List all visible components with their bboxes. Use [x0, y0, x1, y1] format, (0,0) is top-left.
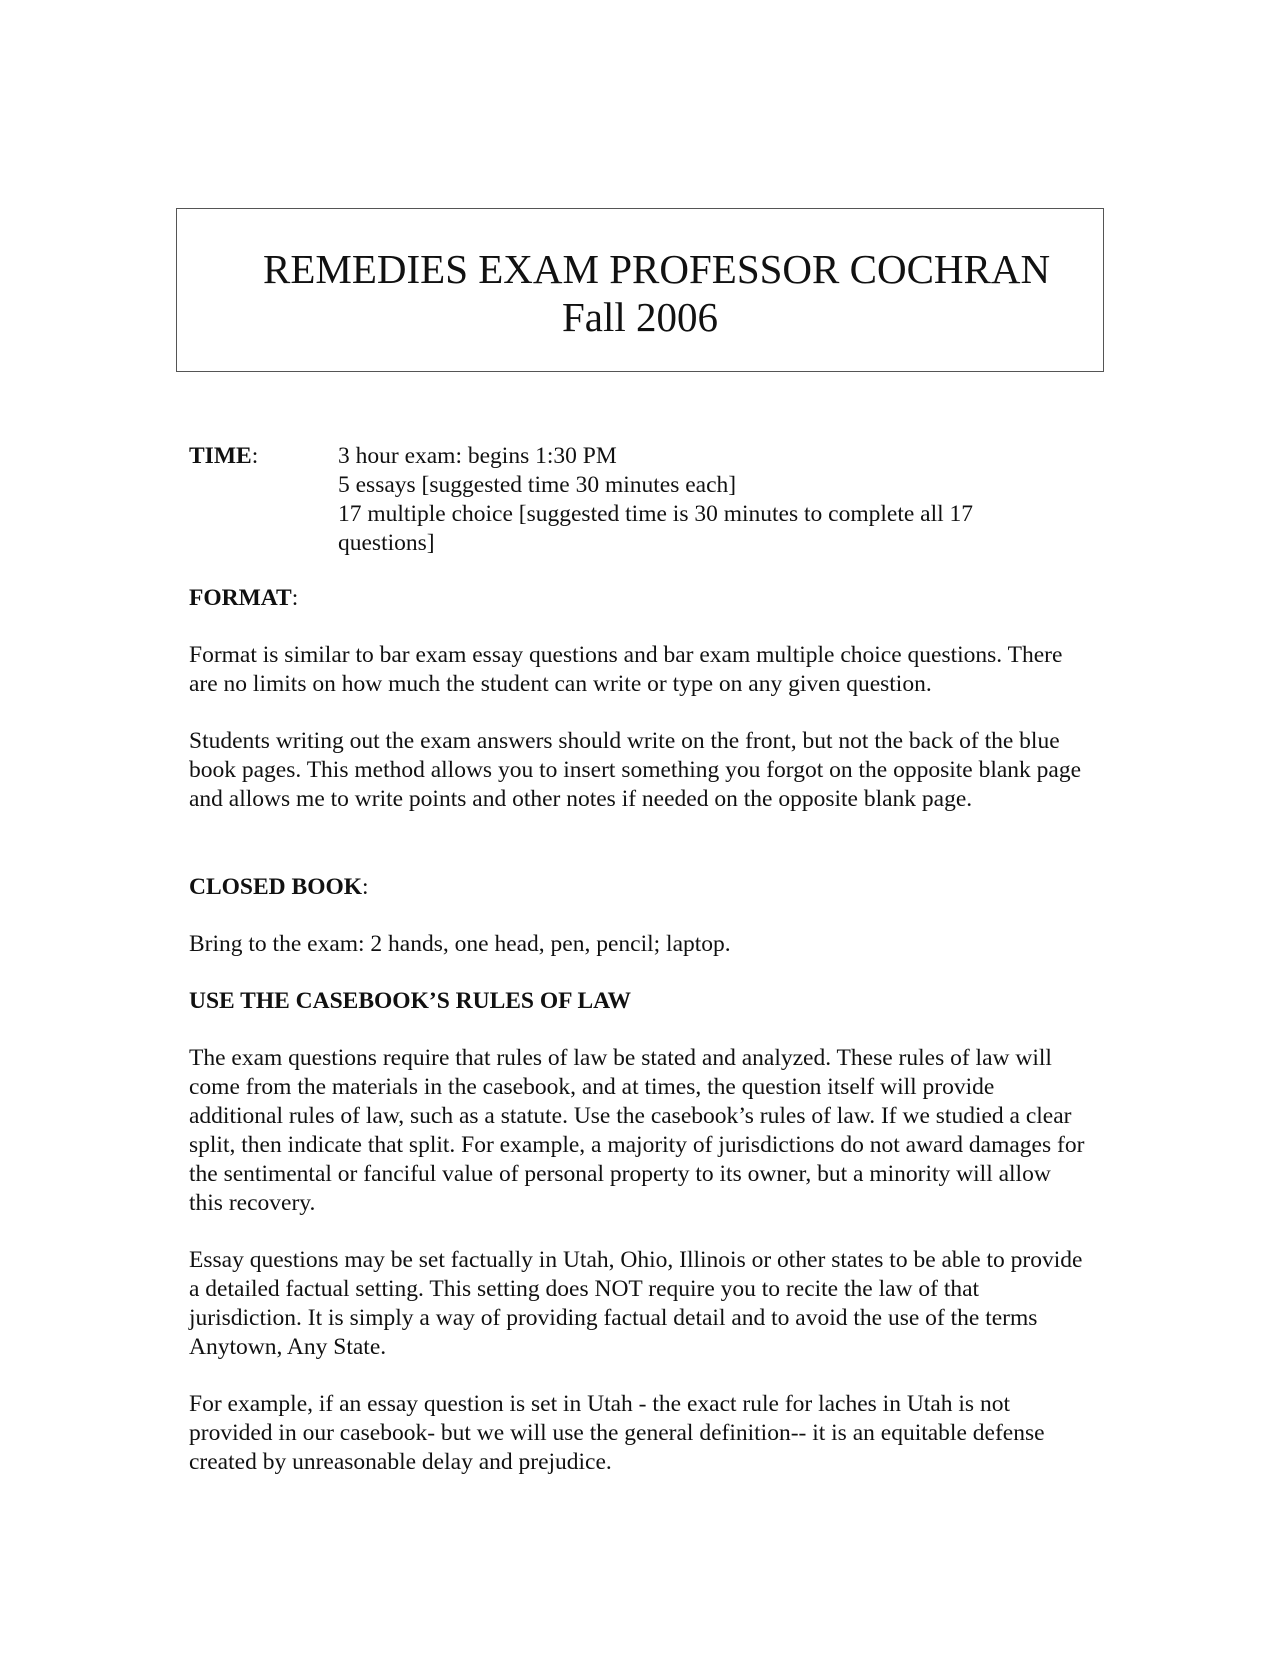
- closed-book-label: CLOSED BOOK: [189, 874, 363, 900]
- essay-setting-paragraph: Essay questions may be set factually in Utah, Ohio, Illinois or other states to be able to provide a detailed factual setting. This setting does NOT require you to recite the law of that jurisdiction. It is simply a way of providing factual detail and to avoid the use of the terms Anytown, Any State.: [189, 1247, 1083, 1360]
- time-colon: :: [251, 443, 259, 469]
- closed-book-paragraph: Bring to the exam: 2 hands, one head, pen, pencil; laptop.: [189, 931, 731, 957]
- blue-book-paragraph: Students writing out the exam answers should write on the front, but not the back of the blue book pages. This method allows you to insert something you forgot on the opposite blank page and allows me to write points and other notes if needed on the opposite blank page.: [189, 728, 1082, 812]
- laches-example-paragraph: For example, if an essay question is set in Utah - the exact rule for laches in Utah is not provided in our casebook- but we will use the general definition-- it is an equitable defense created by unreasonable delay and prejudice.: [189, 1391, 1045, 1475]
- casebook-paragraph: The exam questions require that rules of law be stated and analyzed. These rules of law will come from the materials in the casebook, and at times, the question itself will provide additional rules of law, such as a statute. Use the casebook’s rules of law. If we studied a clear split, then indicate that split. For example, a majority of jurisdictions do not award damages for the sentimental or fanciful value of personal property to its owner, but a minority will allow this recovery.: [189, 1045, 1085, 1216]
- time-line: 5 essays [suggested time 30 minutes each]: [338, 472, 737, 498]
- format-colon: :: [291, 585, 299, 611]
- time-details: [338, 442, 1058, 558]
- exam-title: REMEDIES EXAM PROFESSOR COCHRAN: [263, 246, 1051, 292]
- exam-term: Fall 2006: [561, 294, 719, 340]
- time-heading: [189, 442, 258, 471]
- title-box: [176, 208, 1104, 372]
- time-label: TIME: [189, 443, 252, 469]
- closed-book-colon: :: [362, 874, 369, 900]
- casebook-heading: USE THE CASEBOOK’S RULES OF LAW: [189, 988, 632, 1014]
- format-label: FORMAT: [189, 585, 292, 611]
- format-heading: [189, 584, 1089, 613]
- closed-book-heading: [189, 873, 1089, 902]
- time-line: 3 hour exam: begins 1:30 PM: [338, 443, 617, 469]
- time-line: 17 multiple choice [suggested time is 30 minutes to complete all 17: [338, 501, 974, 527]
- time-line: questions]: [338, 530, 435, 556]
- format-paragraph: Format is similar to bar exam essay questions and bar exam multiple choice questions. There are no limits on how much the student can write or type on any given question.: [189, 642, 1063, 697]
